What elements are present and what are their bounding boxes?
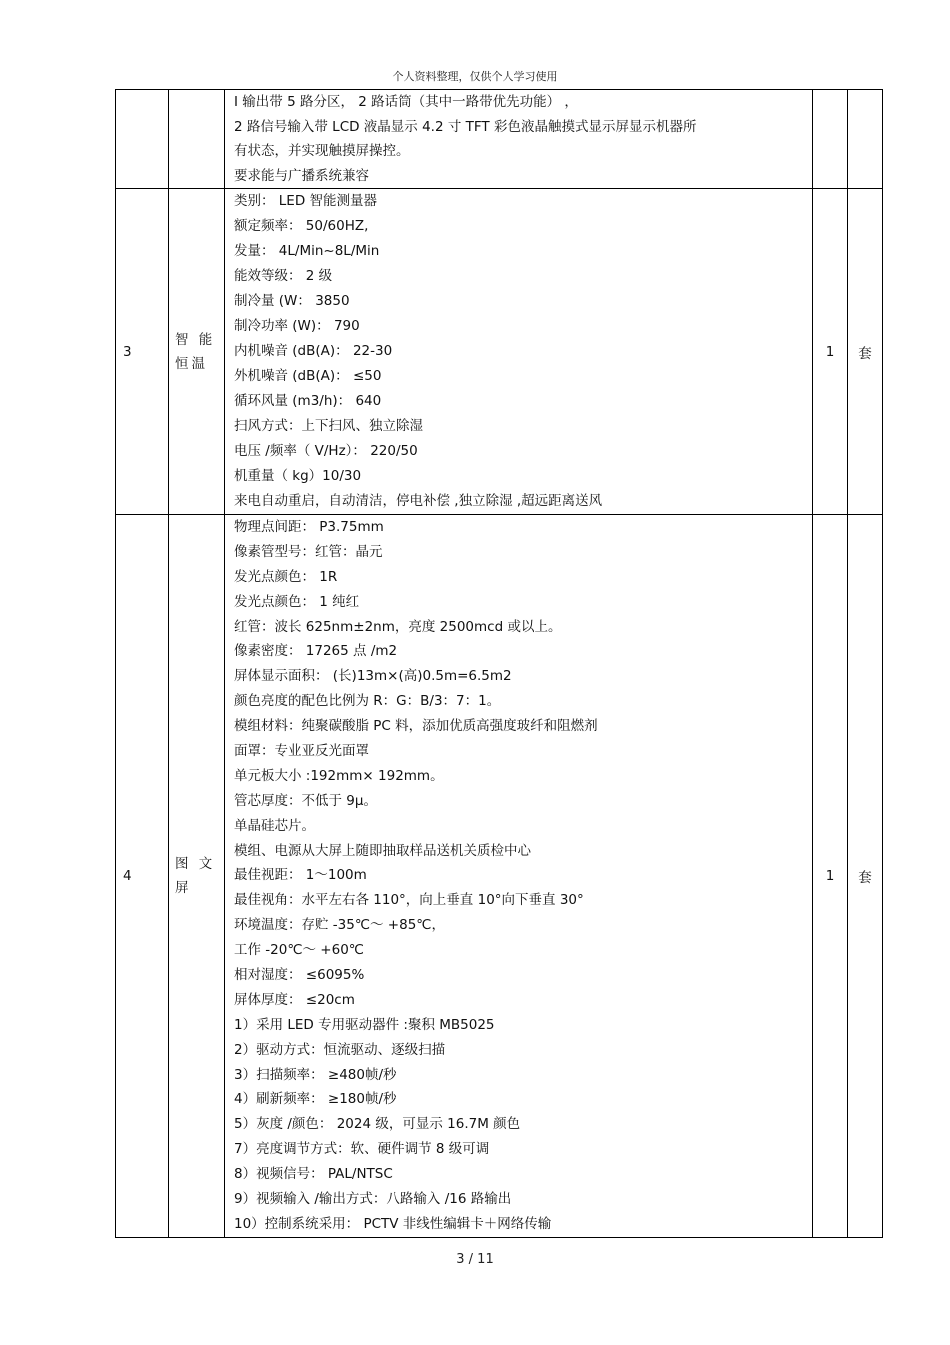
- item-quantity: 1: [813, 515, 848, 1238]
- description-line: 4）刷新频率： ≥180帧/秒: [234, 1091, 397, 1108]
- description-line: 物理点间距： P3.75mm: [234, 519, 384, 535]
- description-line: 屏体显示面积： (长)13m×(高)0.5m=6.5m2: [234, 668, 512, 685]
- item-quantity: 1: [813, 189, 848, 515]
- item-number: [116, 90, 169, 189]
- description-line: 管芯厚度：不低于 9μ。: [234, 792, 377, 809]
- description-line: 5）灰度 /颜色： 2024 级，可显示 16.7M 颜色: [234, 1116, 521, 1133]
- item-name-line: 恒温: [175, 355, 208, 372]
- item-name-line: 图 文: [175, 855, 216, 872]
- description-line: 环境温度：存贮 -35℃～ +85℃，: [234, 917, 445, 934]
- description-line: 类别： LED 智能测量器: [234, 193, 378, 209]
- item-description: [225, 90, 813, 189]
- item-unit: 套: [848, 515, 883, 1238]
- description-line: 机重量（ kg）10/30: [234, 468, 362, 484]
- description-line: 扫风方式：上下扫风、独立除湿: [234, 418, 423, 434]
- description-line: 内机噪音 (dB(A)： 22-30: [234, 343, 393, 359]
- description-line: 像素密度： 17265 点 /m2: [234, 643, 398, 660]
- page-number: 3 / 11: [456, 1252, 494, 1267]
- description-line: 2 路信号输入带 LCD 液晶显示 4.2 寸 TFT 彩色液晶触摸式显示屏显示机器所: [234, 118, 697, 135]
- description-line: 9）视频输入 /输出方式：八路输入 /16 路输出: [234, 1191, 512, 1208]
- description-line: 来电自动重启，自动清洁，停电补偿 ,独立除湿 ,超远距离送风: [234, 493, 603, 509]
- description-line: 电压 /频率（ V/Hz）： 220/50: [234, 443, 418, 459]
- description-line: 制冷功率 (W)： 790: [234, 318, 360, 334]
- description-line: 额定频率： 50/60HZ,: [234, 218, 369, 234]
- description-line: I 输出带 5 路分区， 2 路话筒（其中一路带优先功能） ，: [234, 94, 578, 110]
- item-unit: [848, 90, 883, 189]
- item-unit: 套: [848, 189, 883, 515]
- item-name-line: 智 能: [175, 331, 216, 348]
- description-line: 面罩：专业亚反光面罩: [234, 743, 369, 760]
- description-line: 7）亮度调节方式：软、硬件调节 8 级可调: [234, 1141, 490, 1158]
- description-line: 相对湿度： ≤6095%: [234, 967, 365, 984]
- spec-table: [115, 89, 883, 1238]
- description-line: 发光点颜色： 1R: [234, 568, 338, 585]
- item-name: [169, 515, 225, 1238]
- item-name: [169, 189, 225, 515]
- description-line: 循环风量 (m3/h)： 640: [234, 393, 382, 409]
- description-line: 3）扫描频率： ≥480帧/秒: [234, 1066, 397, 1083]
- description-line: 2）驱动方式：恒流驱动、逐级扫描: [234, 1041, 446, 1058]
- description-line: 有状态，并实现触摸屏操控。: [234, 143, 410, 159]
- page-header: 个人资料整理，仅供个人学习使用: [392, 70, 558, 83]
- item-number: 3: [116, 189, 169, 515]
- description-line: 外机噪音 (dB(A)： ≤50: [234, 368, 382, 384]
- description-line: 单晶硅芯片。: [234, 817, 315, 834]
- description-line: 模组材料：纯聚碳酸脂 PC 料，添加优质高强度玻纤和阻燃剂: [234, 718, 598, 735]
- description-line: 模组、电源从大屏上随即抽取样品送机关质检中心: [234, 842, 531, 859]
- description-line: 能效等级： 2 级: [234, 268, 333, 284]
- description-line: 最佳视距： 1～100m: [234, 867, 367, 884]
- item-name: [169, 90, 225, 189]
- description-line: 1）采用 LED 专用驱动器件 :聚积 MB5025: [234, 1016, 495, 1033]
- description-line: 制冷量 (W： 3850: [234, 293, 350, 309]
- table-row: [116, 90, 883, 189]
- description-line: 工作 -20℃～ +60℃: [234, 942, 364, 959]
- description-line: 最佳视角：水平左右各 110°，向上垂直 10°向下垂直 30°: [234, 892, 584, 909]
- description-line: 像素管型号：红管：晶元: [234, 543, 383, 560]
- description-line: 8）视频信号： PAL/NTSC: [234, 1166, 393, 1183]
- description-line: 颜色亮度的配色比例为 R：G：B/3：7：1。: [234, 693, 501, 710]
- item-description: [225, 515, 813, 1238]
- table-row: [116, 515, 883, 1238]
- description-line: 要求能与广播系统兼容: [234, 167, 369, 184]
- description-line: 10）控制系统采用： PCTV 非线性编辑卡＋网络传输: [234, 1215, 552, 1232]
- description-line: 发光点颜色： 1 纯红: [234, 593, 360, 610]
- item-quantity: [813, 90, 848, 189]
- description-line: 屏体厚度： ≤20cm: [234, 991, 355, 1008]
- item-number: 4: [116, 515, 169, 1238]
- description-line: 单元板大小 :192mm× 192mm。: [234, 767, 444, 784]
- table-row: [116, 189, 883, 515]
- description-line: 发量： 4L/Min~8L/Min: [234, 243, 380, 259]
- item-description: [225, 189, 813, 515]
- item-name-line: 屏: [175, 879, 192, 896]
- description-line: 红管：波长 625nm±2nm，亮度 2500mcd 或以上。: [234, 618, 562, 635]
